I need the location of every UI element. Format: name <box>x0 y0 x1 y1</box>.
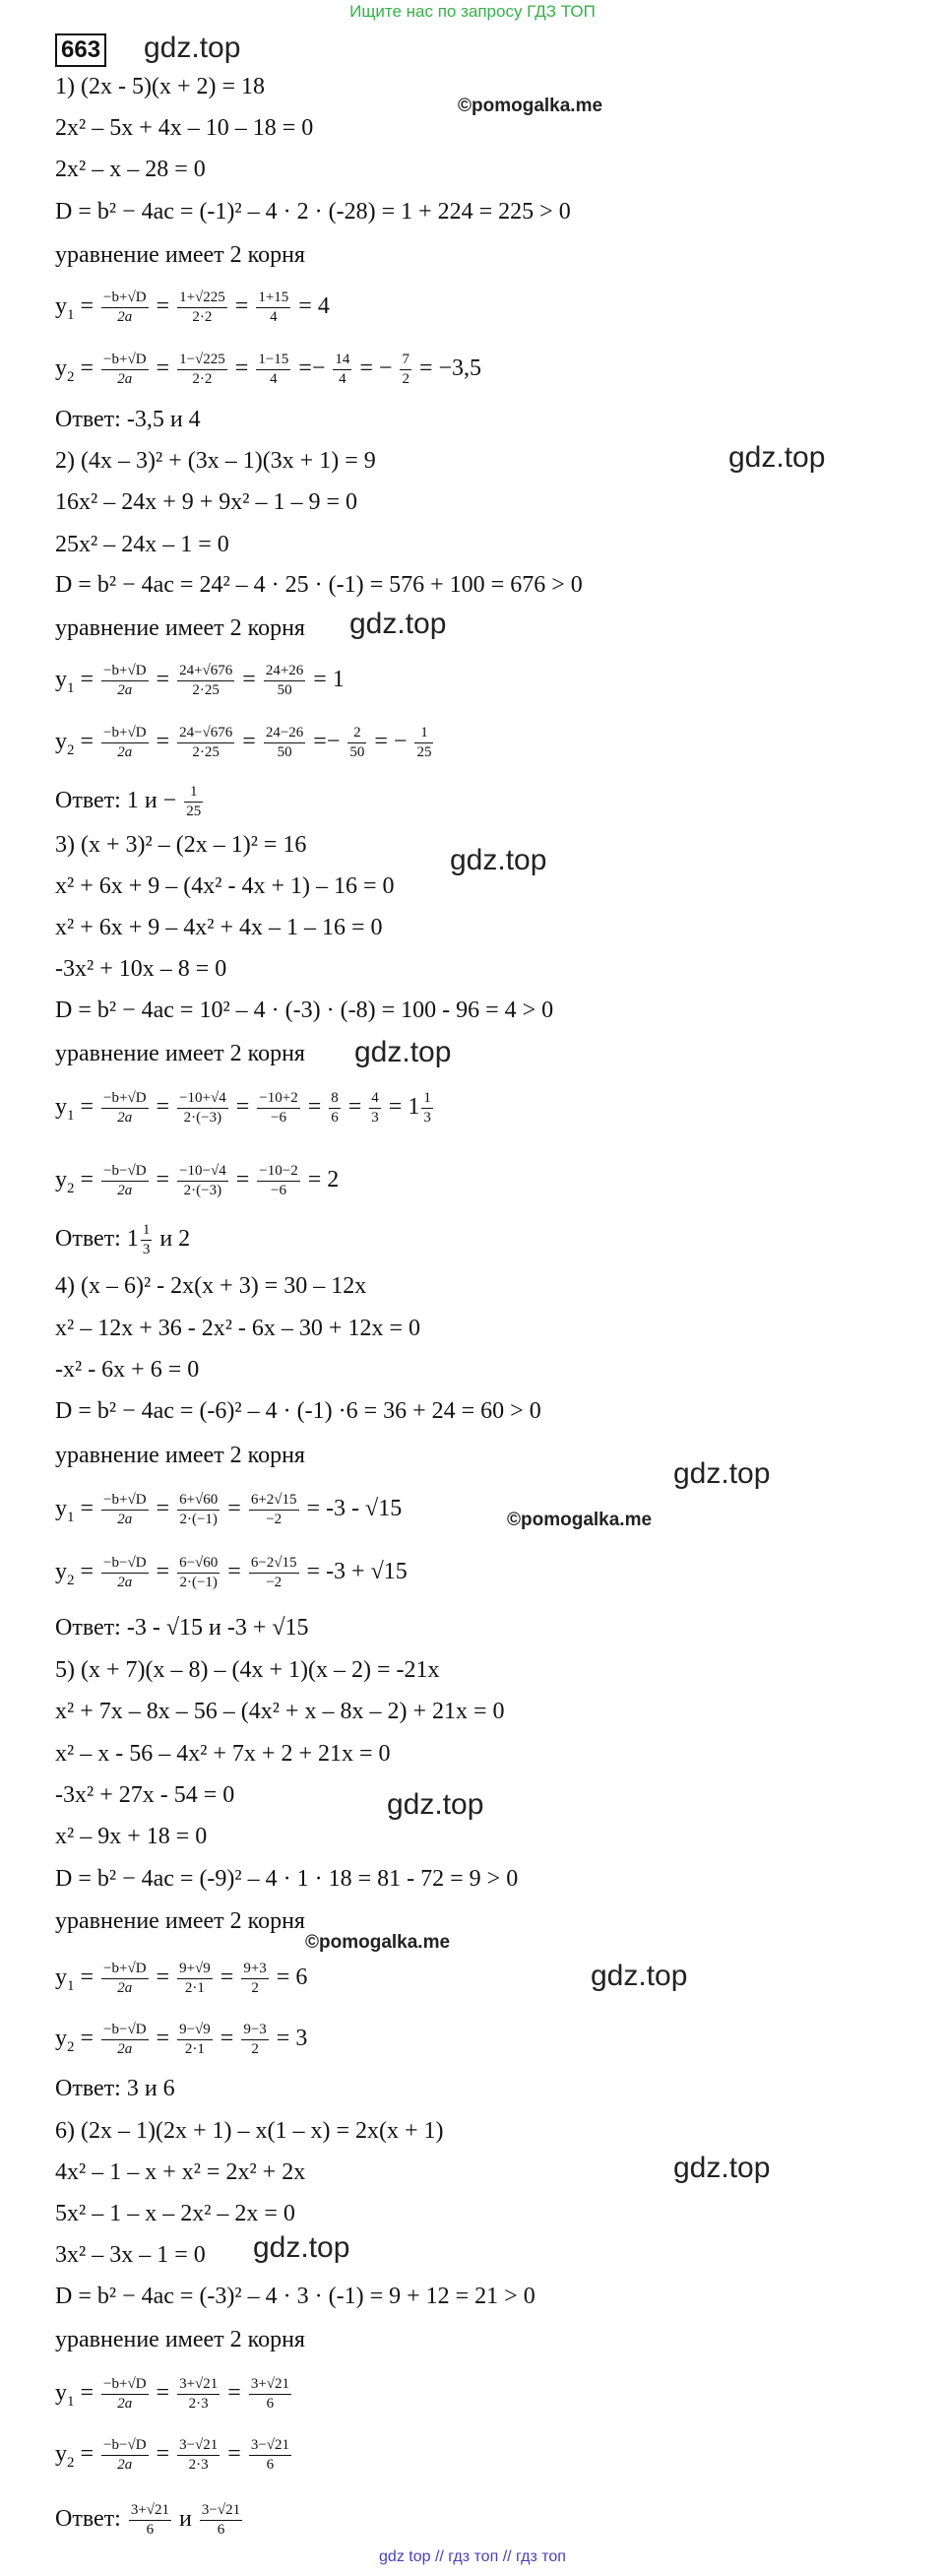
discriminant-formula: D = b² − 4ac = <box>55 2284 194 2309</box>
mixed-whole: 1 <box>126 1226 139 1253</box>
discriminant-line <box>55 569 583 601</box>
frac-den: 2·1 <box>184 1980 205 1996</box>
watermark: gdz.top <box>450 844 547 876</box>
frac-den: 3 <box>371 1110 379 1126</box>
frac-num: 3+√21 <box>249 2375 291 2395</box>
equation-line: x² + 6x + 9 – (4x² - 4x + 1) – 16 = 0 <box>55 873 395 899</box>
frac-num: −b+√D <box>101 289 148 308</box>
frac-den: 6 <box>146 2522 155 2538</box>
answer-value: и 2 <box>159 1226 191 1253</box>
frac-den: 2·3 <box>188 2457 209 2473</box>
root-y1-line: $y_1$ = $\frac{-b+√D}{2a}$ = $\frac{24+√676}{2\cdot 25}$ = $\frac{24+26}{50}$ = 1 <box>55 663 345 698</box>
frac-den: 6 <box>266 2396 275 2412</box>
problem-number: 663 <box>55 33 106 67</box>
answer-value: 3 и 6 <box>126 2076 175 2101</box>
frac-den: 6 <box>217 2522 225 2538</box>
discriminant-value: (-6)² – 4 · (-1) ·6 = 36 + 24 = 60 > 0 <box>199 1398 541 1424</box>
frac-num: 9−√9 <box>177 2021 213 2040</box>
watermark: gdz.top <box>591 1960 688 1992</box>
watermark: gdz.top <box>354 1036 452 1068</box>
frac-den: 2a <box>117 1980 133 1996</box>
equation-line: 4x² – 1 – x + x² = 2x² + 2x <box>55 2159 306 2185</box>
answer-line <box>55 2073 175 2104</box>
frac-num: 24−26 <box>264 724 305 743</box>
equation-line: 1) (2x - 5)(x + 2) = 18 <box>55 74 266 99</box>
frac-num: 1 <box>184 783 203 803</box>
frac-num: 9+3 <box>241 1960 268 1979</box>
equation-line: -3x² + 10x – 8 = 0 <box>55 956 227 982</box>
frac-den: 3 <box>423 1110 431 1126</box>
discriminant-line <box>55 995 553 1026</box>
equation-line: x² + 6x + 9 – 4x² + 4x – 1 – 16 = 0 <box>55 915 383 940</box>
frac-den: −6 <box>271 1110 286 1126</box>
discriminant-line <box>55 2281 536 2312</box>
answer-line <box>55 783 205 821</box>
equation-line: 6) (2x – 1)(2x + 1) – x(1 – x) = 2x(x + 1) <box>55 2118 444 2144</box>
frac-num: 4 <box>369 1089 381 1109</box>
root-result: = -3 - √15 <box>306 1496 403 1522</box>
frac-den: 2·3 <box>188 2396 209 2412</box>
discriminant-value: (-1)² – 4 · 2 · (-28) = 1 + 224 = 225 > 0 <box>199 199 571 225</box>
frac-den: 6 <box>331 1110 339 1126</box>
watermark: gdz.top <box>349 608 447 640</box>
discriminant-formula: D = b² − 4ac = <box>55 1398 194 1424</box>
answer-value: 1 и − <box>126 788 177 814</box>
discriminant-line <box>55 1395 541 1427</box>
frac-num: 7 <box>400 351 411 370</box>
mixed-whole: 1 <box>408 1094 420 1121</box>
frac-den: −2 <box>266 1512 283 1527</box>
root-result: = −3,5 <box>418 355 482 382</box>
answer-label: Ответ: <box>55 2506 121 2533</box>
frac-den: 2 <box>251 1980 259 1996</box>
frac-num: −10+2 <box>257 1089 299 1109</box>
equation-line: 2x² – x – 28 = 0 <box>55 157 206 182</box>
frac-den: 2a <box>117 2457 133 2473</box>
frac-den: 2a <box>117 371 133 387</box>
equation-line: 2) (4x – 3)² + (3x – 1)(3x + 1) = 9 <box>55 448 376 474</box>
root-y2-line: $y_2$ = $\frac{-b+√D}{2a}$ = $\frac{24-√676}{2\cdot 25}$ = $\frac{24-26}{50}$ =− $\frac{2}{50}$ = − $\frac{1}{25}$ <box>55 725 432 760</box>
answer-line <box>55 404 201 435</box>
frac-num: −b+√D <box>101 662 148 681</box>
equation-line: 5x² – 1 – x – 2x² – 2x = 0 <box>55 2201 295 2226</box>
frac-num: 14 <box>333 351 351 370</box>
frac-den: 2·2 <box>192 371 213 387</box>
roots-count-line: уравнение имеет 2 корня <box>55 2327 305 2352</box>
frac-num: −b+√D <box>101 1089 148 1109</box>
frac-num: 1+15 <box>256 289 290 308</box>
frac-num: −b+√D <box>101 1960 148 1979</box>
frac-den: 2a <box>117 682 133 698</box>
watermark: gdz.top <box>144 32 241 64</box>
frac-num: 3−√21 <box>200 2501 242 2521</box>
equation-line: 4) (x – 6)² - 2x(x + 3) = 30 – 12x <box>55 1273 367 1299</box>
roots-count-line: уравнение имеет 2 корня <box>55 1041 305 1066</box>
frac-num: 6−2√15 <box>249 1554 299 1574</box>
answer-value: -3 - √15 и -3 + √15 <box>126 1615 309 1641</box>
discriminant-formula: D = b² − 4ac = <box>55 1866 194 1892</box>
frac-den: 2a <box>117 1183 133 1198</box>
frac-num: 3−√21 <box>177 2436 220 2456</box>
frac-num: 2 <box>347 724 366 743</box>
discriminant-formula: D = b² − 4ac = <box>55 998 194 1023</box>
equation-line: 16x² – 24x + 9 + 9x² – 1 – 9 = 0 <box>55 489 357 515</box>
frac-num: 1−√225 <box>177 351 227 370</box>
pomogalka-watermark: ©pomogalka.me <box>458 96 603 116</box>
frac-num: −10−2 <box>257 1162 299 1182</box>
frac-num: 9+√9 <box>177 1960 213 1979</box>
answer-label: Ответ: <box>55 788 121 814</box>
frac-den: 2·(−1) <box>179 1512 218 1527</box>
frac-num: −b−√D <box>101 1554 148 1574</box>
frac-num: 1+√225 <box>177 289 227 308</box>
discriminant-line <box>55 196 571 227</box>
roots-count-line: уравнение имеет 2 корня <box>55 1908 305 1934</box>
watermark: gdz.top <box>673 1457 771 1490</box>
root-result: = 6 <box>276 1964 308 1991</box>
root-y1-line: $y_1$ = $\frac{-b+√D}{2a}$ = $\frac{6+√60}{2\cdot(-1)}$ = $\frac{6+2√15}{-2}$ = -3 - √15 <box>55 1492 403 1527</box>
answer-label: Ответ: <box>55 2076 121 2101</box>
frac-den: 2a <box>117 744 133 760</box>
frac-num: 24−√676 <box>177 724 234 743</box>
frac-den: 2·1 <box>184 2041 205 2057</box>
frac-num: −b−√D <box>101 2436 148 2456</box>
equation-line: 3x² – 3x – 1 = 0 <box>55 2242 206 2268</box>
root-y1-line: $y_1$ = $\frac{-b+√D}{2a}$ = $\frac{3+√21}{2\cdot 3}$ = $\frac{3+√21}{6}$ <box>55 2376 290 2412</box>
discriminant-line <box>55 1863 518 1895</box>
frac-den: 4 <box>270 371 278 387</box>
answer-label: Ответ: <box>55 1615 121 1641</box>
roots-count-line: уравнение имеет 2 корня <box>55 1443 305 1468</box>
equation-line: x² + 7x – 8x – 56 – (4x² + x – 8x – 2) + 21x = 0 <box>55 1699 505 1724</box>
frac-den: −6 <box>271 1183 286 1198</box>
frac-num: −b+√D <box>101 724 148 743</box>
discriminant-formula: D = b² − 4ac = <box>55 199 194 225</box>
pomogalka-watermark: ©pomogalka.me <box>305 1932 451 1953</box>
frac-den: 2a <box>117 2041 133 2057</box>
root-y2-line: $y_2$ = $\frac{-b-√D}{2a}$ = $\frac{-10-√4}{2\cdot(-3)}$ = $\frac{-10-2}{-6}$ = 2 <box>55 1163 340 1198</box>
frac-den: 2·25 <box>192 682 220 698</box>
frac-den: 2 <box>251 2041 259 2057</box>
frac-num: 9−3 <box>241 2021 268 2040</box>
frac-num: −b−√D <box>101 2021 148 2040</box>
equation-line: x² – 9x + 18 = 0 <box>55 1824 208 1849</box>
watermark: gdz.top <box>673 2152 771 2184</box>
frac-num: 6+√60 <box>177 1491 220 1511</box>
root-result: = 3 <box>276 2026 308 2052</box>
root-y1-line: $y_1$ = $\frac{-b+√D}{2a}$ = $\frac{1+√225}{2\cdot 2}$ = $\frac{1+15}{4}$ = 4 <box>55 290 330 325</box>
frac-den: 2a <box>117 309 133 325</box>
root-y1-line: $y_1$ = $\frac{-b+√D}{2a}$ = $\frac{-10+√4}{2\cdot(-3)}$ = $\frac{-10+2}{-6}$ = $\frac{8}{6}$ = $\frac{4}{3}$ = 1 $\frac{1}{3}$ <box>55 1090 431 1126</box>
frac-num: 1 <box>414 724 433 743</box>
equation-line: 3) (x + 3)² – (2x – 1)² = 16 <box>55 832 307 858</box>
frac-den: 4 <box>339 371 346 387</box>
frac-num: 6−√60 <box>177 1554 220 1574</box>
pomogalka-watermark: ©pomogalka.me <box>507 1510 653 1530</box>
top-banner: Ищите нас по запросу ГДЗ ТОП <box>349 2 596 21</box>
frac-num: −b+√D <box>101 1491 148 1511</box>
root-y2-line: $y_2$ = $\frac{-b-√D}{2a}$ = $\frac{3-√21}{2\cdot 3}$ = $\frac{3-√21}{6}$ <box>55 2437 290 2473</box>
answer-line <box>55 1221 190 1259</box>
frac-num: 3+√21 <box>177 2375 220 2395</box>
frac-den: 2a <box>117 1575 133 1590</box>
frac-den: 2 <box>402 371 410 387</box>
equation-line: x² – x - 56 – 4x² + 7x + 2 + 21x = 0 <box>55 1741 391 1767</box>
frac-den: 3 <box>142 1242 151 1257</box>
root-y1-line: $y_1$ = $\frac{-b+√D}{2a}$ = $\frac{9+√9}{2\cdot 1}$ = $\frac{9+3}{2}$ = 6 <box>55 1961 308 1996</box>
answer-label: Ответ: <box>55 407 121 432</box>
frac-num: −10−√4 <box>177 1162 228 1182</box>
discriminant-value: 24² – 4 · 25 · (-1) = 576 + 100 = 676 > 0 <box>199 572 583 598</box>
root-result: = -3 + √15 <box>306 1559 408 1585</box>
frac-den: 25 <box>416 744 432 760</box>
roots-count-line: уравнение имеет 2 корня <box>55 242 305 268</box>
frac-den: 2·25 <box>192 744 220 760</box>
root-result: = 4 <box>298 293 330 320</box>
frac-num: 24+26 <box>264 662 305 681</box>
frac-num: −b+√D <box>101 351 148 370</box>
frac-num: −b−√D <box>101 1162 148 1182</box>
discriminant-formula: D = b² − 4ac = <box>55 572 194 598</box>
answer-line <box>55 1612 309 1643</box>
root-y2-line: $y_2$ = $\frac{-b-√D}{2a}$ = $\frac{6-√60}{2\cdot(-1)}$ = $\frac{6-2√15}{-2}$ = -3 + √15 <box>55 1555 408 1590</box>
equation-line: 25x² – 24x – 1 = 0 <box>55 532 229 557</box>
discriminant-value: (-3)² – 4 · 3 · (-1) = 9 + 12 = 21 > 0 <box>199 2284 536 2309</box>
frac-den: 2·2 <box>192 309 213 325</box>
equation-line: -3x² + 27x - 54 = 0 <box>55 1782 235 1808</box>
frac-den: 4 <box>270 309 278 325</box>
answer-line <box>55 2501 244 2540</box>
watermark: gdz.top <box>387 1788 484 1821</box>
equation-line: 5) (x + 7)(x – 8) – (4x + 1)(x – 2) = -21x <box>55 1657 440 1683</box>
frac-den: 2a <box>117 1110 133 1126</box>
watermark: gdz.top <box>728 441 826 474</box>
footer-links[interactable]: gdz top // гдз топ // гдз топ <box>379 2548 566 2565</box>
frac-num: 24+√676 <box>177 662 234 681</box>
root-result: = 1 <box>313 667 345 693</box>
root-y2-line: $y_2$ = $\frac{-b-√D}{2a}$ = $\frac{9-√9}{2\cdot 1}$ = $\frac{9-3}{2}$ = 3 <box>55 2022 308 2057</box>
frac-den: 50 <box>277 682 292 698</box>
frac-num: 6+2√15 <box>249 1491 299 1511</box>
frac-den: 2·(−3) <box>183 1183 222 1198</box>
answer-value: и <box>179 2506 192 2533</box>
roots-count-line: уравнение имеет 2 корня <box>55 615 305 641</box>
frac-den: 25 <box>186 804 202 819</box>
equation-line: x² – 12x + 36 - 2x² - 6x – 30 + 12x = 0 <box>55 1316 420 1341</box>
frac-den: 50 <box>277 744 292 760</box>
frac-num: −10+√4 <box>177 1089 228 1109</box>
discriminant-value: (-9)² – 4 · 1 · 18 = 81 - 72 = 9 > 0 <box>199 1866 519 1892</box>
root-result: = 2 <box>307 1167 340 1193</box>
frac-den: 2·(−1) <box>179 1575 218 1590</box>
equation-line: 2x² – 5x + 4x – 10 – 18 = 0 <box>55 115 314 141</box>
frac-num: 3−√21 <box>249 2436 291 2456</box>
frac-num: 8 <box>329 1089 341 1109</box>
watermark: gdz.top <box>253 2231 350 2264</box>
frac-den: 6 <box>266 2457 275 2473</box>
frac-num: 1 <box>141 1221 153 1241</box>
frac-den: 2·(−3) <box>183 1110 222 1126</box>
frac-num: 1 <box>421 1089 433 1109</box>
frac-num: 1−15 <box>256 351 290 370</box>
frac-den: 50 <box>349 744 365 760</box>
root-y2-line: $y_2$ = $\frac{-b+√D}{2a}$ = $\frac{1-√225}{2\cdot 2}$ = $\frac{1-15}{4}$ =− $\frac{14}{4}$ = − $\frac{7}{2}$ = −3,5 <box>55 352 482 387</box>
answer-label: Ответ: <box>55 1226 121 1253</box>
equation-line: -x² - 6x + 6 = 0 <box>55 1357 200 1383</box>
answer-value: -3,5 и 4 <box>126 407 201 432</box>
frac-den: 2a <box>117 1512 133 1527</box>
discriminant-value: 10² – 4 · (-3) · (-8) = 100 - 96 = 4 > 0 <box>199 998 554 1023</box>
frac-num: −b+√D <box>101 2375 148 2395</box>
frac-num: 3+√21 <box>129 2501 171 2521</box>
frac-den: 2a <box>117 2396 133 2412</box>
frac-den: −2 <box>266 1575 283 1590</box>
